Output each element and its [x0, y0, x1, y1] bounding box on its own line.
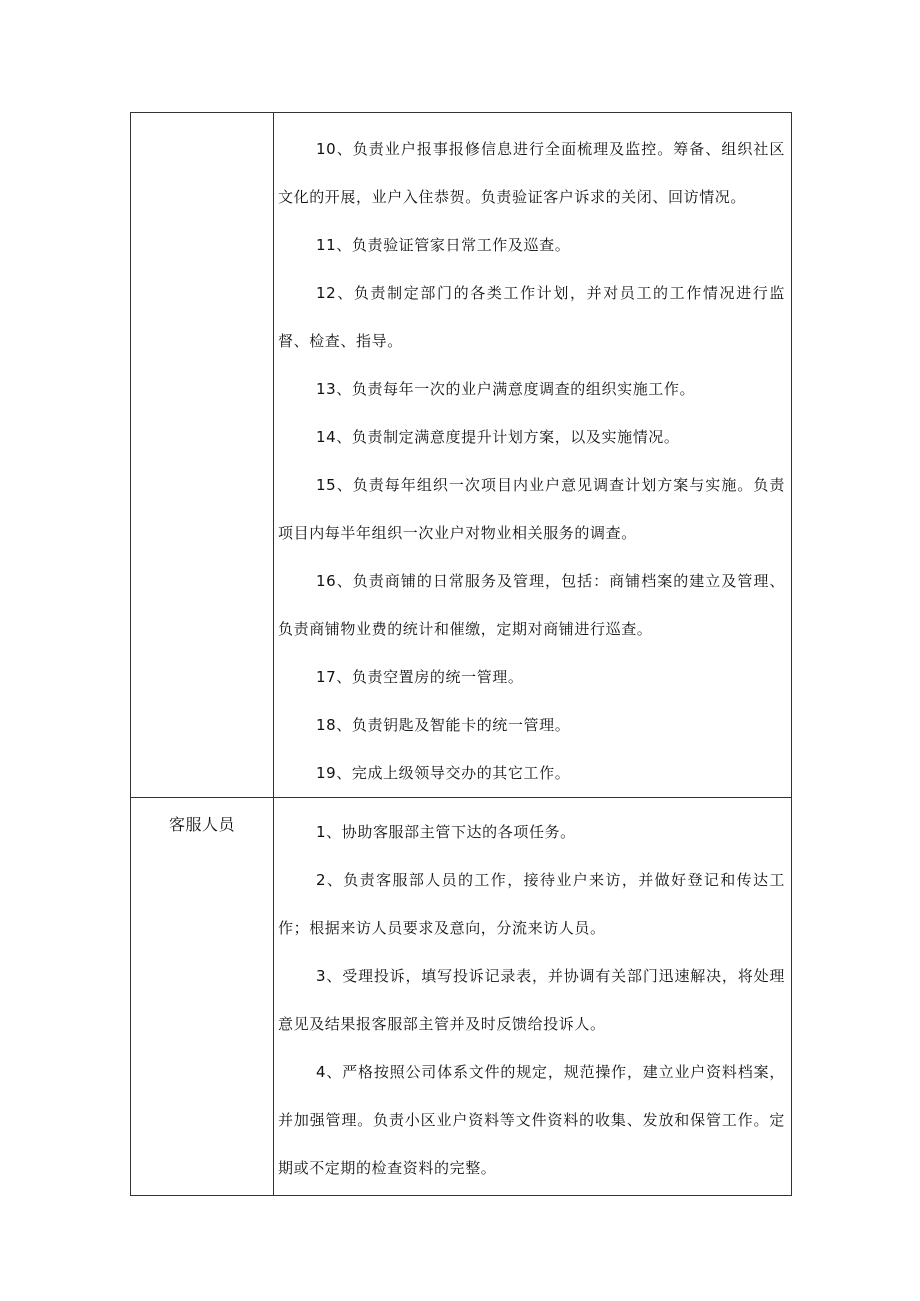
duty-item: 1、协助客服部主管下达的各项任务。	[316, 823, 576, 841]
duty-item: 19、完成上级领导交办的其它工作。	[316, 764, 571, 782]
duties-cell	[274, 113, 792, 798]
duty-item: 18、负责钥匙及智能卡的统一管理。	[316, 716, 571, 734]
duty-item: 15、负责每年组织一次项目内业户意见调查计划方案与实施。负责项目内每半年组织一次业户对物业相关服务的调查。	[278, 476, 785, 542]
duty-item: 16、负责商铺的日常服务及管理，包括：商铺档案的建立及管理、负责商铺物业费的统计和催缴，定期对商铺进行巡查。	[278, 572, 785, 638]
duty-item: 12、负责制定部门的各类工作计划，并对员工的工作情况进行监督、检查、指导。	[278, 284, 785, 350]
job-duties-table	[130, 112, 792, 1196]
duty-item: 14、负责制定满意度提升计划方案，以及实施情况。	[316, 428, 680, 446]
table-row	[131, 798, 792, 1196]
role-label: 客服人员	[168, 815, 235, 834]
duty-item: 17、负责空置房的统一管理。	[316, 668, 524, 686]
table-row	[131, 113, 792, 798]
duty-item: 4、严格按照公司体系文件的规定，规范操作，建立业户资料档案，并加强管理。负责小区业户资料等文件资料的收集、发放和保管工作。定期或不定期的检查资料的完整。	[278, 1063, 785, 1177]
duty-item: 3、受理投诉，填写投诉记录表，并协调有关部门迅速解决，将处理意见及结果报客服部主管并及时反馈给投诉人。	[278, 967, 785, 1033]
duty-item: 13、负责每年一次的业户满意度调查的组织实施工作。	[316, 380, 696, 398]
duty-item: 10、负责业户报事报修信息进行全面梳理及监控。筹备、组织社区文化的开展，业户入住恭贺。负责验证客户诉求的关闭、回访情况。	[278, 140, 785, 206]
duty-item: 2、负责客服部人员的工作，接待业户来访，并做好登记和传达工作；根据来访人员要求及意向，分流来访人员。	[278, 871, 785, 937]
role-cell	[131, 798, 274, 1196]
duty-item: 11、负责验证管家日常工作及巡查。	[316, 236, 571, 254]
role-cell	[131, 113, 274, 798]
duties-cell	[274, 798, 792, 1196]
